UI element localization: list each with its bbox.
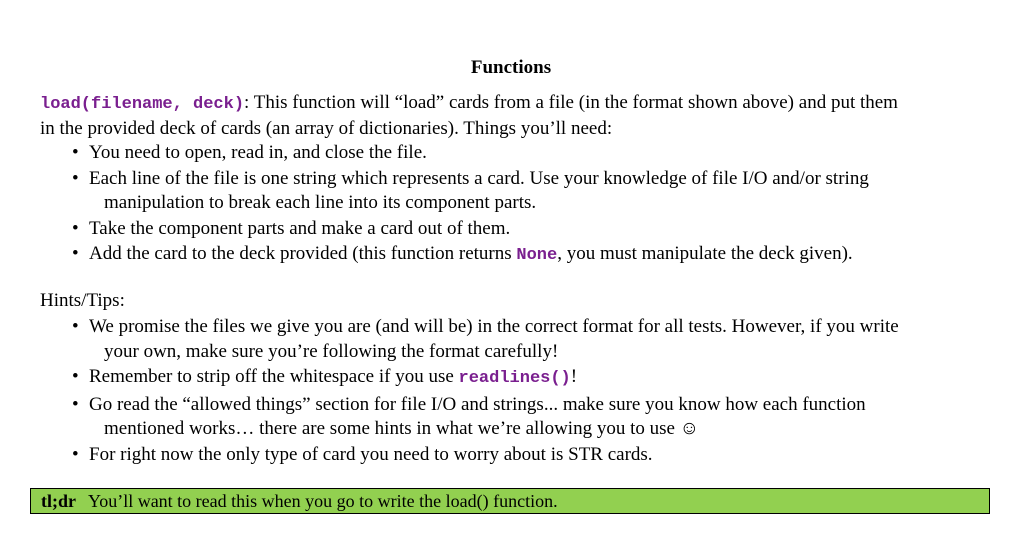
load-desc-line1: : This function will “load” cards from a file (in the format shown above) and put them — [244, 92, 898, 113]
tldr-text: You’ll want to read this when you go to write the load() function. — [88, 491, 558, 511]
hints-heading: Hints/Tips: — [40, 290, 125, 311]
bullet-icon: • — [72, 142, 79, 163]
bullet-text: Add the card to the deck provided (this function returns — [89, 243, 517, 264]
list-item — [72, 443, 992, 468]
list-item — [72, 217, 992, 242]
bullet-icon: • — [72, 366, 79, 387]
list-item — [72, 393, 992, 442]
bullet-text-end: ! — [570, 366, 578, 387]
list-item — [72, 167, 992, 216]
bullet-icon: • — [72, 243, 79, 264]
bullet-icon: • — [72, 393, 79, 415]
bullet-text: Take the component parts and make a card out of them. — [89, 217, 511, 239]
bullet-text-continued: your own, make sure you’re following the format carefully! — [104, 340, 559, 362]
section-title: Functions — [470, 57, 552, 78]
bullet-text-continued: mentioned works… there are some hints in what we’re allowing you to use ☺ — [104, 418, 700, 439]
bullet-icon: • — [72, 167, 79, 189]
bullet-text: Remember to strip off the whitespace if you use — [89, 366, 459, 387]
load-desc-line2: in the provided deck of cards (an array of dictionaries). Things you’ll need: — [40, 118, 613, 139]
list-item — [72, 141, 992, 166]
bullet-icon: • — [72, 316, 79, 337]
bullet-icon: • — [72, 443, 79, 465]
bullet-text-continued: manipulation to break each line into its component parts. — [104, 192, 537, 213]
bullet-icon: • — [72, 217, 79, 239]
tldr-label: tl;dr — [41, 491, 76, 511]
bullet-text: Each line of the file is one string which represents a card. Use your knowledge of file I/O and/or string — [89, 167, 869, 189]
list-item — [72, 365, 992, 392]
bullet-text-end: , you must manipulate the deck given). — [557, 243, 853, 264]
readlines-code: readlines() — [458, 369, 571, 388]
tldr-callout — [30, 488, 990, 514]
bullet-text: You need to open, read in, and close the file. — [89, 142, 427, 163]
none-code: None — [516, 246, 558, 265]
load-bullet-list — [72, 141, 992, 269]
bullet-text: We promise the files we give you are (and will be) in the correct format for all tests. However, if you write — [89, 316, 899, 337]
hints-bullet-list — [72, 315, 992, 467]
bullet-text: For right now the only type of card you need to worry about is STR cards. — [89, 443, 653, 465]
list-item — [72, 315, 992, 364]
load-description — [40, 91, 990, 141]
load-signature: load(filename, deck) — [40, 95, 245, 114]
bullet-text: Go read the “allowed things” section for file I/O and strings... make sure you know how each function — [89, 393, 866, 415]
list-item — [72, 242, 992, 269]
